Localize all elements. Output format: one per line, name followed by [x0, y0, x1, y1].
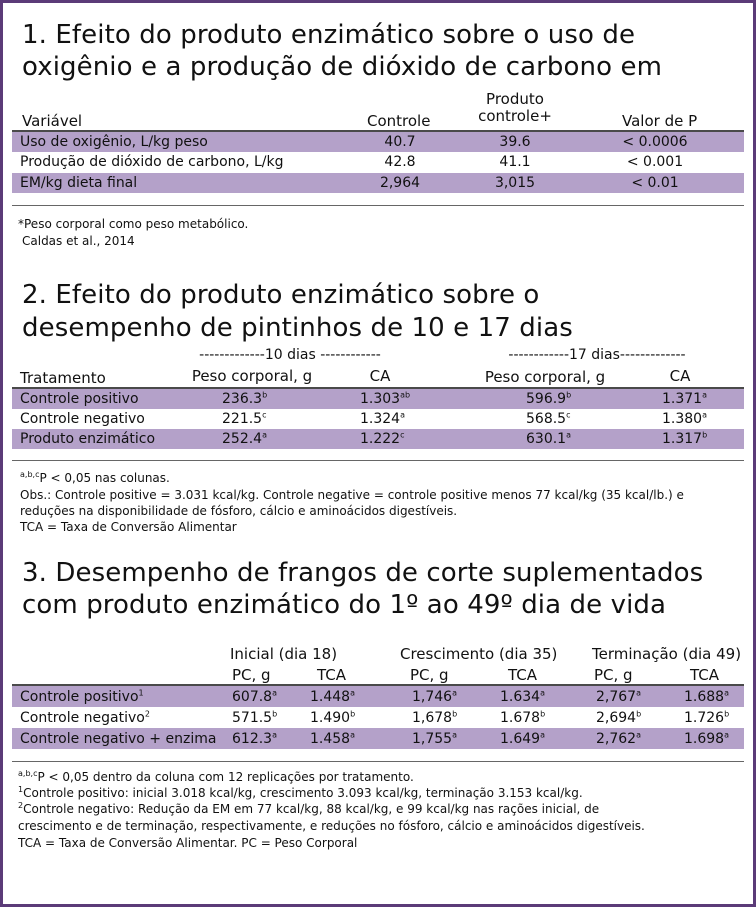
s3-note-significance: $^{a,b,c}$P < 0,05 dentro da coluna com 12 replicações por tratamento.	[18, 769, 414, 784]
s1-note: *Peso corporal como peso metabólico.	[18, 217, 249, 231]
s3-cell-tca35: 1.678$^b$	[500, 709, 546, 726]
s3-cell-pc18: 571.5$^b$	[232, 709, 278, 726]
s3-cell-tca18: 1.458$^a$	[310, 730, 355, 747]
s1-cell-product: 41.1	[499, 154, 531, 170]
s2-header-bw17: Peso corporal, g	[484, 368, 606, 386]
s3-note-positive-control: $^1$Controle positivo: inicial 3.018 kcal/kg, crescimento 3.093 kcal/kg, terminação 3.153 kcal/kg.	[18, 785, 583, 800]
s1-cell-control: 2,964	[379, 175, 421, 191]
s2-cell-ca17: 1.371$^a$	[662, 390, 707, 407]
s3-group-initial: Inicial (dia 18)	[230, 645, 338, 663]
s3-cell-tca49: 1.726$^b$	[684, 709, 730, 726]
section1-title-line2: oxigênio e a produção de dióxido de carbono em	[22, 52, 663, 82]
s3-cell-tca18: 1.490$^b$	[310, 709, 356, 726]
s3-cell-tca35: 1.649$^a$	[500, 730, 545, 747]
s3-sub-pc18: PC, g	[232, 666, 271, 684]
s2-cell-bw17: 630.1$^a$	[526, 430, 571, 447]
s1-cell-pvalue: < 0.001	[626, 154, 684, 170]
s2-header-ca17: CA	[669, 367, 691, 385]
s3-cell-pc49: 2,762$^a$	[596, 730, 641, 747]
s2-footer-rule	[12, 460, 744, 461]
section2-title-line2: desempenho de pintinhos de 10 e 17 dias	[22, 313, 573, 343]
s3-sub-tca49: TCA	[690, 666, 720, 684]
s1-header-product-line2: controle+	[478, 107, 552, 125]
s3-cell-pc35: 1,755$^a$	[412, 730, 457, 747]
s1-row-label: Produção de dióxido de carbono, L/kg	[20, 154, 284, 170]
s2-cell-ca17: 1.380$^a$	[662, 410, 707, 427]
s3-sub-pc35: PC, g	[410, 666, 449, 684]
section1-title-line1: 1. Efeito do produto enzimático sobre o uso de	[22, 20, 636, 50]
s1-cell-product: 39.6	[499, 134, 531, 150]
s2-cell-ca10: 1.303$^{ab}$	[360, 390, 411, 407]
s1-cell-pvalue: < 0.01	[631, 175, 679, 191]
s2-row-label: Controle positivo	[20, 391, 139, 407]
s3-footer-rule	[12, 761, 744, 762]
s1-row-label: EM/kg dieta final	[20, 175, 138, 191]
s3-cell-pc49: 2,767$^a$	[596, 688, 641, 705]
s2-note-tca: TCA = Taxa de Conversão Alimentar	[20, 520, 237, 534]
s2-group-10-days: -------------10 dias ------------	[199, 347, 381, 363]
s3-cell-pc49: 2,694$^b$	[596, 709, 642, 726]
section3-title-line2: com produto enzimático do 1º ao 49º dia de vida	[22, 590, 667, 620]
s2-cell-bw10: 221.5$^c$	[222, 410, 267, 427]
s1-footer-rule	[12, 205, 744, 206]
s2-row-label: Produto enzimático	[20, 431, 156, 447]
s1-header-product-line1: Produto	[486, 90, 544, 108]
s1-row-label: Uso de oxigênio, L/kg peso	[20, 134, 208, 150]
section2-title-line1: 2. Efeito do produto enzimático sobre o	[22, 280, 540, 310]
s3-cell-tca18: 1.448$^a$	[310, 688, 355, 705]
s3-sub-tca18: TCA	[317, 666, 347, 684]
s2-header-treatment: Tratamento	[20, 369, 106, 387]
s2-note-obs-cont: reduções na disponibilidade de fósforo, cálcio e aminoácidos digestíveis.	[20, 504, 458, 518]
s2-cell-bw17: 568.5$^c$	[526, 410, 571, 427]
s2-cell-ca10: 1.324$^a$	[360, 410, 405, 427]
s3-note-negative-control-cont: crescimento e de terminação, respectivamente, e reduções no fósforo, cálcio e aminoácidos digestíveis.	[18, 819, 645, 833]
s3-sub-tca35: TCA	[508, 666, 538, 684]
s1-note: Caldas et al., 2014	[22, 234, 135, 248]
s1-header-control: Controle	[367, 112, 431, 130]
s1-cell-control: 42.8	[384, 154, 416, 170]
s3-cell-pc18: 607.8$^a$	[232, 688, 277, 705]
s2-header-bw10: Peso corporal, g	[191, 367, 313, 385]
s1-cell-control: 40.7	[384, 134, 416, 150]
s1-header-variable: Variável	[22, 112, 83, 130]
s2-cell-bw10: 252.4$^a$	[222, 430, 267, 447]
s1-cell-product: 3,015	[494, 175, 536, 191]
s3-cell-pc35: 1,678$^b$	[412, 709, 458, 726]
s2-cell-ca10: 1.222$^c$	[360, 430, 405, 447]
s2-note-significance: $^{a,b,c}$P < 0,05 nas colunas.	[20, 470, 170, 485]
s2-row-label: Controle negativo	[20, 411, 145, 427]
s3-row-label: Controle positivo$^1$	[20, 688, 144, 705]
s2-header-ca10: CA	[369, 367, 391, 385]
s3-note-negative-control: $^2$Controle negativo: Redução da EM em 77 kcal/kg, 88 kcal/kg, e 99 kcal/kg nas rações inicial, de	[18, 801, 600, 816]
s3-cell-tca49: 1.688$^a$	[684, 688, 729, 705]
s3-cell-pc18: 612.3$^a$	[232, 730, 277, 747]
s2-cell-bw10: 236.3$^b$	[222, 390, 268, 407]
s2-cell-bw17: 596.9$^b$	[526, 390, 572, 407]
s3-cell-pc35: 1,746$^a$	[412, 688, 457, 705]
s3-cell-tca49: 1.698$^a$	[684, 730, 729, 747]
s2-group-17-days: ------------17 dias-------------	[508, 347, 686, 363]
s2-cell-ca17: 1.317$^b$	[662, 430, 708, 447]
s3-sub-pc49: PC, g	[594, 666, 633, 684]
s3-cell-tca35: 1.634$^a$	[500, 688, 545, 705]
s3-note-abbreviations: TCA = Taxa de Conversão Alimentar. PC = Peso Corporal	[18, 836, 358, 850]
s1-header-pvalue: Valor de P	[622, 112, 698, 130]
s3-row-label: Controle negativo + enzima	[20, 731, 217, 747]
section3-title-line1: 3. Desempenho de frangos de corte suplementados	[22, 558, 704, 588]
s1-cell-pvalue: < 0.0006	[622, 134, 688, 150]
s3-row-label: Controle negativo$^2$	[20, 709, 150, 726]
s2-note-obs: Obs.: Controle positive = 3.031 kcal/kg. Controle negative = controle positive menos 77 kcal/kg (35 kcal/lb.) e	[20, 488, 684, 502]
s3-group-growth: Crescimento (dia 35)	[400, 645, 558, 663]
s3-group-finishing: Terminação (dia 49)	[592, 645, 742, 663]
